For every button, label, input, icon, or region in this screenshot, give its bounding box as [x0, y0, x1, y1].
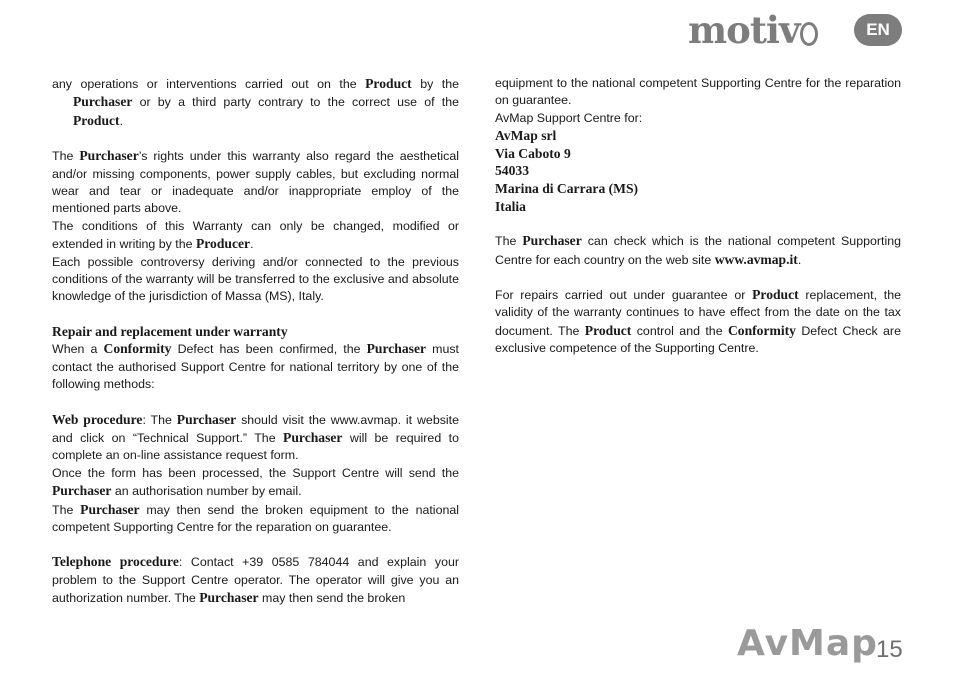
text: . — [250, 237, 254, 252]
term-product: Product — [752, 287, 799, 302]
page-number: 15 — [876, 636, 903, 663]
term-purchaser: Purchaser — [283, 429, 343, 445]
address-line: AvMap srl — [495, 128, 557, 144]
text: may then send the broken — [262, 591, 406, 606]
text: will be required to complete an on-line assistance request form. — [52, 430, 459, 463]
text: The — [495, 234, 517, 249]
text: : The — [142, 412, 172, 427]
avmap-brand-logo: AvMap — [737, 623, 878, 664]
text: : Contact +39 0585 784044 and explain your problem to the Support Centre operator. The operator will give you an authorization number. The — [52, 555, 459, 606]
text: must contact the authorised Support Centre for national territory by one of the following methods: — [52, 342, 459, 392]
term-purchaser: Purchaser — [52, 483, 112, 499]
paragraph-form-processed — [52, 465, 459, 501]
text: Defect has been confirmed, the — [177, 342, 361, 357]
paragraph-conformity — [52, 340, 459, 393]
term-purchaser: Purchaser — [73, 94, 133, 110]
text: an authorisation number by email. — [114, 484, 302, 499]
logo-ring-icon — [800, 22, 818, 46]
website-link[interactable]: www.avmap.it — [714, 251, 798, 267]
text: can check which is the national competent Supporting Centre for each country on the web site — [495, 234, 901, 267]
paragraph-web-procedure — [52, 411, 459, 465]
term-purchaser: Purchaser — [199, 590, 259, 606]
term-product: Product — [73, 112, 120, 128]
term-purchaser: Purchaser — [176, 411, 237, 427]
text: Once the form has been processed, the Support Centre will send the — [52, 465, 459, 480]
web-procedure-label: Web procedure — [52, 411, 143, 427]
text: should visit the www.avmap. it website and click on “Technical Support.” The — [52, 412, 459, 445]
paragraph-check-centre — [495, 232, 901, 269]
term-purchaser: Purchaser — [522, 233, 582, 249]
term-conformity: Conformity — [103, 341, 172, 357]
address-line: Marina di Carrara (MS) — [495, 181, 639, 196]
left-column — [52, 75, 459, 608]
support-centre-label: AvMap Support Centre for: — [495, 110, 643, 125]
term-purchaser: Purchaser — [79, 148, 139, 164]
text: The — [52, 502, 74, 517]
support-address — [495, 127, 901, 215]
text: . — [797, 252, 802, 267]
text: Defect Check are exclusive competence of the Supporting Centre. — [495, 323, 901, 356]
text: by the — [420, 77, 459, 91]
paragraph-operations — [52, 75, 459, 130]
text: The — [52, 149, 74, 164]
address-line: Italia — [495, 198, 526, 214]
paragraph-telephone-procedure — [52, 553, 459, 607]
paragraph-rights — [52, 147, 459, 218]
telephone-procedure-label: Telephone procedure — [52, 554, 179, 570]
text: may then send the broken equipment to the national competent Supporting Centre for the reparation on guarantee. — [52, 502, 459, 534]
term-producer: Producer — [195, 236, 251, 252]
term-purchaser: Purchaser — [366, 341, 427, 357]
text: replacement, the validity of the warranty continues to have effect from the date on the tax document. The — [495, 288, 901, 338]
text: control and the — [636, 323, 723, 338]
paragraph-send-equipment — [52, 501, 459, 537]
language-badge: EN — [854, 14, 902, 46]
text: The conditions of this Warranty can only be changed, modified or extended in writing by the — [52, 218, 459, 252]
text: When a — [52, 342, 98, 357]
text: . — [119, 113, 124, 128]
right-column — [495, 75, 901, 358]
paragraph-equipment: equipment to the national competent Supporting Centre for the reparation on guarantee. — [495, 76, 901, 108]
term-product: Product — [365, 76, 412, 91]
address-line: 54033 — [495, 163, 529, 179]
text: ’s rights under this warranty also regard the aesthetical and/or missing components, power supply cables, but excluding normal wear and tear or inadequate and/or inappropriate employ of the mentioned parts above. — [52, 149, 459, 216]
text: For repairs carried out under guarantee or — [495, 288, 746, 302]
text: any operations or interventions carried out on the — [52, 77, 357, 91]
paragraph-controversy: Each possible controversy deriving and/or connected to the previous conditions of the warranty will be transferred to the exclusive and absolute knowledge of the jurisdiction of Massa (MS), Italy. — [52, 254, 459, 304]
text: or by a third party contrary to the correct use of the — [139, 95, 459, 110]
term-conformity: Conformity — [727, 322, 796, 338]
motivo-logo — [688, 8, 818, 52]
paragraph-conditions — [52, 218, 459, 254]
logo-text: motiv — [688, 8, 800, 52]
term-product: Product — [584, 322, 632, 338]
address-line: Via Caboto 9 — [495, 145, 571, 161]
repair-heading: Repair and replacement under warranty — [52, 323, 288, 339]
paragraph-repairs-validity — [495, 286, 901, 358]
term-purchaser: Purchaser — [80, 501, 140, 517]
